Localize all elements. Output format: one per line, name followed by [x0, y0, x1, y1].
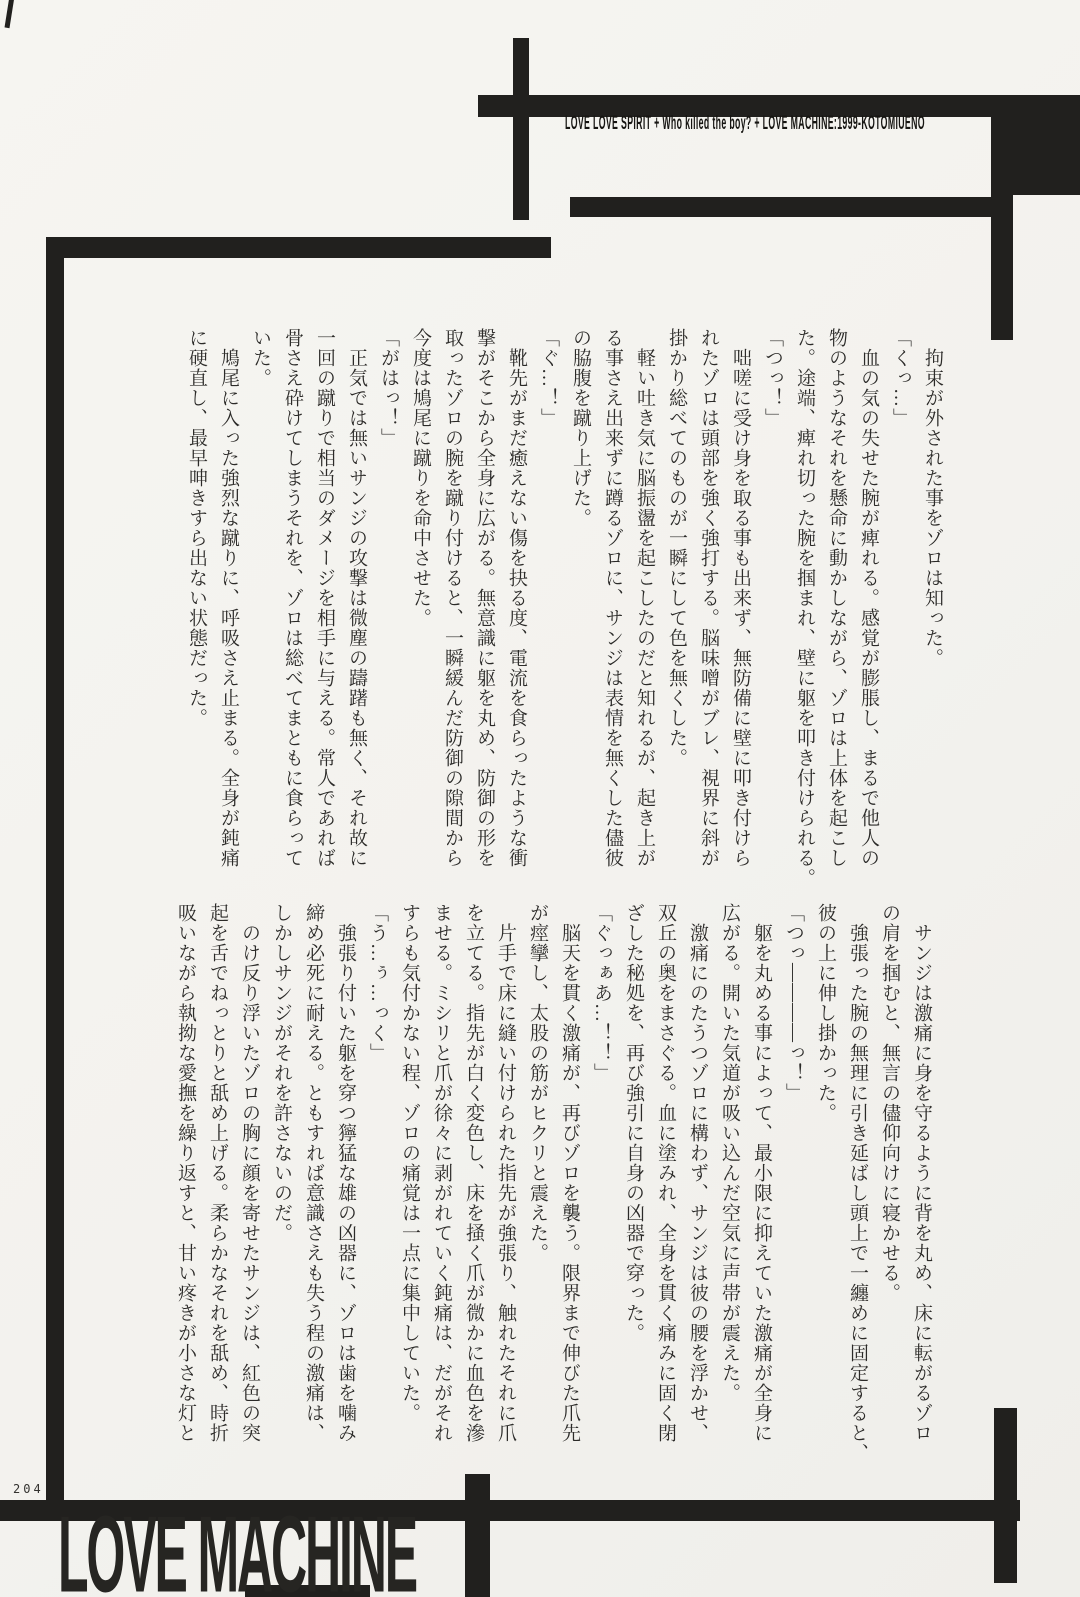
text-column: 鳩尾に入った強烈な蹴りに、呼吸さえ止まる。全身が鈍痛 — [218, 328, 239, 868]
text-column: る事さえ出来ずに蹲るゾロに、サンジは表情を無くした儘彼 — [602, 328, 623, 868]
text-column: 「つっ――――っ！」 — [783, 903, 804, 1103]
text-column: た。途端、痺れ切った腕を掴まれ、壁に躯を叩き付けられる。 — [794, 328, 815, 888]
text-column: の肩を掴むと、無言の儘仰向けに寝かせる。 — [879, 903, 900, 1303]
right-vertical-strip — [991, 95, 1013, 340]
text-column: 「つっ！」 — [762, 328, 783, 428]
text-column: 「ぐっぁあ…！！」 — [591, 903, 612, 1083]
bottom-cross-bar-right — [994, 1408, 1017, 1583]
text-column: 正気では無いサンジの攻撃は微塵の躊躇も無く、それ故に — [346, 328, 367, 868]
text-column: 拘束が外された事をゾロは知った。 — [922, 328, 943, 668]
text-column: 片手で床に縫い付けられた指先が強張り、触れたそれに爪 — [495, 903, 516, 1443]
text-column: 軽い吐き気に脳振盪を起こしたのだと知れるが、起き上が — [634, 328, 655, 868]
text-column: 今度は鳩尾に蹴りを命中させた。 — [410, 328, 431, 628]
text-column: 一回の蹴りで相当のダメージを相手に与える。常人であれば — [314, 328, 335, 868]
text-column: 吸いながら執拗な愛撫を繰り返すと、甘い疼きが小さな灯と — [175, 903, 196, 1443]
vertical-text-block-bottom — [169, 903, 937, 1463]
header-title: LOVE LOVE SPIRIT + Who killed the boy? + LOVE MACHINE:1999-KOTOMIUENO — [565, 112, 925, 134]
bottom-cross-bar-left — [465, 1474, 490, 1597]
text-column: しかしサンジがそれを許さないのだ。 — [271, 903, 292, 1243]
text-column: 双丘の奥をまさぐる。血に塗みれ、全身を貫く痛みに固く閉 — [655, 903, 676, 1443]
text-column: 「がはっ！」 — [378, 328, 399, 448]
footer-title: LOVE MACHINE — [58, 1493, 417, 1597]
text-column: ざした秘処を、再び強引に自身の凶器で穿った。 — [623, 903, 644, 1343]
text-column: 締め必死に耐える。ともすれば意識さえも失う程の激痛は、 — [303, 903, 324, 1443]
text-column: ませる。ミシリと爪が徐々に剥がれていく鈍痛は、だがそれ — [431, 903, 452, 1443]
text-column: 靴先がまだ癒えない傷を抉る度、電流を食らったような衝 — [506, 328, 527, 868]
text-column: すらも気付かない程、ゾロの痛覚は一点に集中していた。 — [399, 903, 420, 1423]
text-column: が痙攣し、太股の筋がヒクリと震えた。 — [527, 903, 548, 1263]
second-horizontal-band — [570, 197, 1010, 217]
text-column: 躯を丸める事によって、最小限に抑えていた激痛が全身に — [751, 903, 772, 1443]
text-column: に硬直し、最早呻きすら出ない状態だった。 — [186, 328, 207, 728]
text-column: 強張った腕の無理に引き延ばし頭上で一纏めに固定すると、 — [847, 903, 868, 1463]
text-column: 「くっ…」 — [890, 328, 911, 428]
page-number: 204 — [13, 1482, 44, 1496]
text-column: 激痛にのたうつゾロに構わず、サンジは彼の腰を浮かせ、 — [687, 903, 708, 1443]
text-column: 咄嗟に受け身を取る事も出来ず、無防備に壁に叩き付けら — [730, 328, 751, 868]
text-column: 撃がそこから全身に広がる。無意識に躯を丸め、防御の形を — [474, 328, 495, 868]
text-column: サンジは激痛に身を守るように背を丸め、床に転がるゾロ — [911, 903, 932, 1443]
text-column: れたゾロは頭部を強く強打する。脳味噌がブレ、視界に斜が — [698, 328, 719, 868]
text-column: 血の気の失せた腕が痺れる。感覚が膨脹し、まるで他人の — [858, 328, 879, 868]
text-column: の脇腹を蹴り上げた。 — [570, 328, 591, 528]
text-column: のけ反り浮いたゾロの胸に顔を寄せたサンジは、紅色の突 — [239, 903, 260, 1443]
text-column: 骨さえ砕けてしまうそれを、ゾロは総べてまともに食らって — [282, 328, 303, 868]
corner-mark — [5, 0, 15, 28]
text-column: 「ぐ…！」 — [538, 328, 559, 428]
text-column: 取ったゾロの腕を蹴り付けると、一瞬緩んだ防御の隙間から — [442, 328, 463, 868]
frame-top-bar — [46, 237, 551, 258]
frame-left-bar — [46, 237, 64, 1521]
text-column: 物のようなそれを懸命に動かしながら、ゾロは上体を起こし — [826, 328, 847, 868]
text-column: 脳天を貫く激痛が、再びゾロを襲う。限界まで伸びた爪先 — [559, 903, 580, 1443]
vertical-text-block-top — [180, 328, 948, 888]
text-column: を立てる。指先が白く変色し、床を掻く爪が微かに血色を滲 — [463, 903, 484, 1443]
text-column: 掛かり総べてのものが一瞬にして色を無くした。 — [666, 328, 687, 768]
text-column: 強張り付いた躯を穿つ獰猛な雄の凶器に、ゾロは歯を噛み — [335, 903, 356, 1443]
text-column: 広がる。開いた気道が吸い込んだ空気に声帯が震えた。 — [719, 903, 740, 1403]
text-column: 彼の上に伸し掛かった。 — [815, 903, 836, 1123]
text-column: 「う…ぅ…っく」 — [367, 903, 388, 1063]
text-column: いた。 — [250, 328, 271, 388]
text-column: 起を舌でねっとりと舐め上げる。柔らかなそれを舐め、時折 — [207, 903, 228, 1443]
top-cross-vertical-bar — [513, 38, 529, 220]
